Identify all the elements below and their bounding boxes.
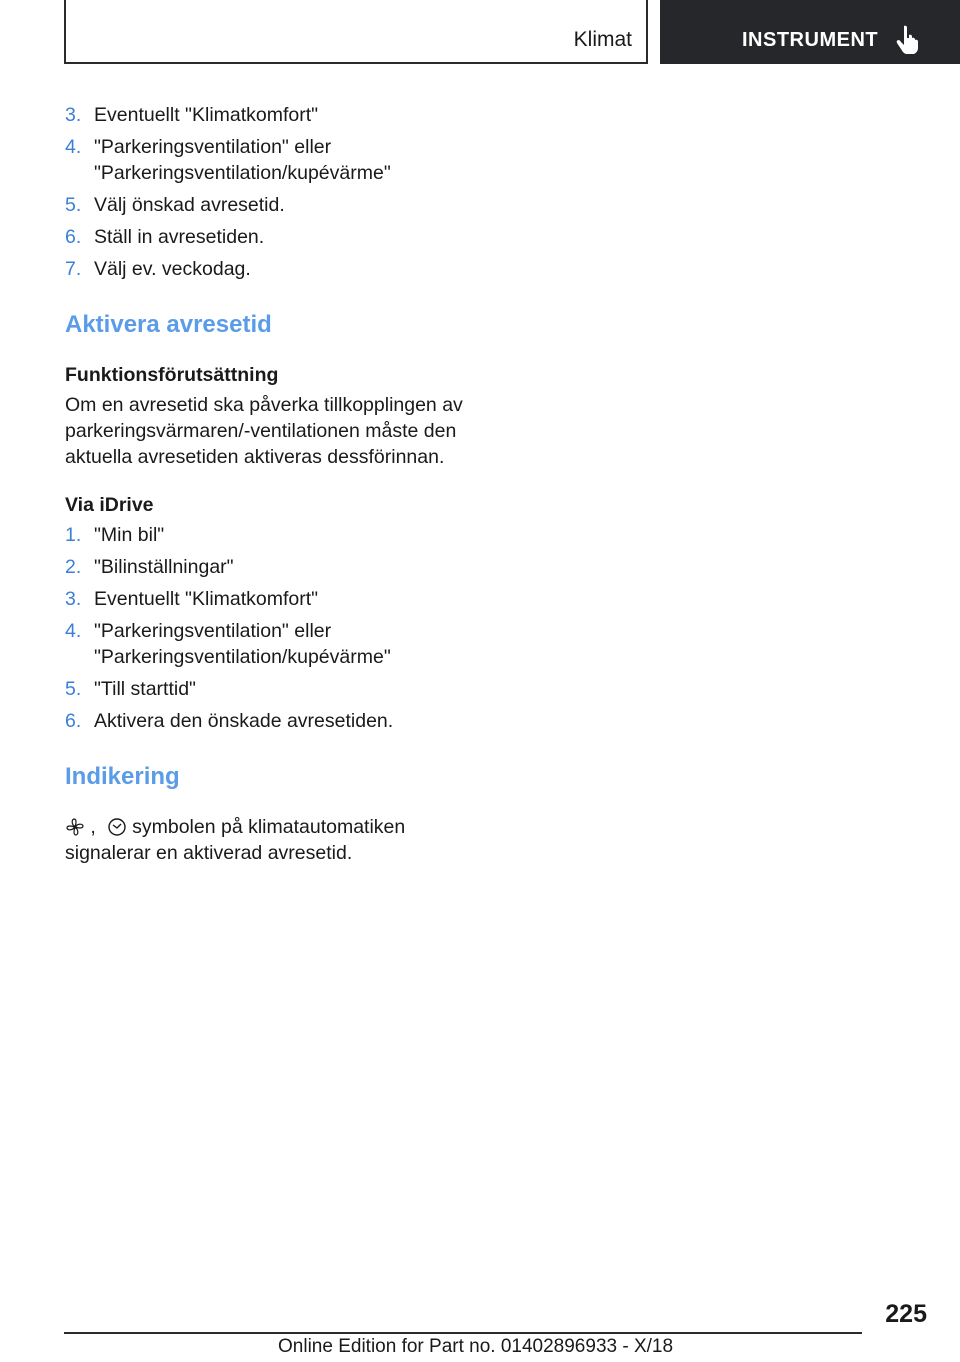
footer-edition: Online Edition for Part no. 01402896933 - X/18 [278, 1336, 674, 1357]
chapter-tab[interactable] [660, 0, 960, 64]
step-text: "Parkeringsventilation" eller "Parkeringsventilation/kupévärme" [94, 620, 391, 668]
list-item [65, 522, 485, 548]
step-number: 6. [65, 226, 82, 248]
heading-activate: Aktivera avresetid [65, 311, 272, 338]
list-item [65, 134, 485, 186]
step-number: 5. [65, 194, 82, 216]
step-text: "Till starttid" [94, 678, 196, 700]
list-item [65, 192, 485, 218]
step-text: Eventuellt "Klimatkomfort" [94, 104, 319, 126]
step-number: 5. [65, 678, 82, 700]
footer-divider [64, 1332, 862, 1334]
list-item [65, 554, 485, 580]
section-title: Klimat [573, 28, 632, 51]
subheading-prerequisite: Funktionsförutsättning [65, 364, 279, 386]
list-item [65, 224, 485, 250]
pointing-hand-icon [896, 24, 920, 54]
chapter-tab-label: INSTRUMENT [742, 29, 879, 51]
step-number: 3. [65, 104, 82, 126]
step-number: 3. [65, 588, 82, 610]
step-text: Eventuellt "Klimatkomfort" [94, 588, 319, 610]
step-number: 4. [65, 136, 82, 158]
list-item [65, 708, 485, 734]
list-item [65, 586, 485, 612]
step-number: 6. [65, 710, 82, 732]
indication-text: symbolen på klimatautomatiken signalerar en aktiverad avresetid. [65, 816, 406, 864]
step-number: 1. [65, 524, 82, 546]
step-number: 4. [65, 620, 82, 642]
prerequisite-paragraph: Om en avresetid ska påverka tillkopplingen av parkeringsvärmaren/-ventilationen måste den aktuella avresetiden aktiveras dessförinnan. [65, 394, 463, 468]
step-text: Välj ev. veckodag. [94, 258, 251, 280]
content-column [65, 102, 485, 866]
step-number: 2. [65, 556, 82, 578]
step-text: Aktivera den önskade avresetiden. [94, 710, 394, 732]
step-number: 7. [65, 258, 82, 280]
step-text: "Parkeringsventilation" eller "Parkeringsventilation/kupévärme" [94, 136, 391, 184]
step-text: "Min bil" [94, 524, 165, 546]
step-text: Ställ in avresetiden. [94, 226, 265, 248]
list-item [65, 102, 485, 128]
icon-separator: , [90, 816, 96, 838]
step-text: "Bilinställningar" [94, 556, 234, 578]
list-item [65, 676, 485, 702]
fan-icon [65, 817, 85, 837]
header-section-box [64, 0, 648, 64]
steps-list-1 [65, 102, 485, 282]
heading-indication: Indikering [65, 763, 180, 790]
subheading-via-idrive: Via iDrive [65, 494, 154, 516]
steps-list-2 [65, 522, 485, 734]
step-text: Välj önskad avresetid. [94, 194, 285, 216]
indication-paragraph [65, 814, 485, 866]
list-item [65, 256, 485, 282]
clock-icon [107, 817, 127, 837]
page-number: 225 [885, 1300, 927, 1328]
list-item [65, 618, 485, 670]
